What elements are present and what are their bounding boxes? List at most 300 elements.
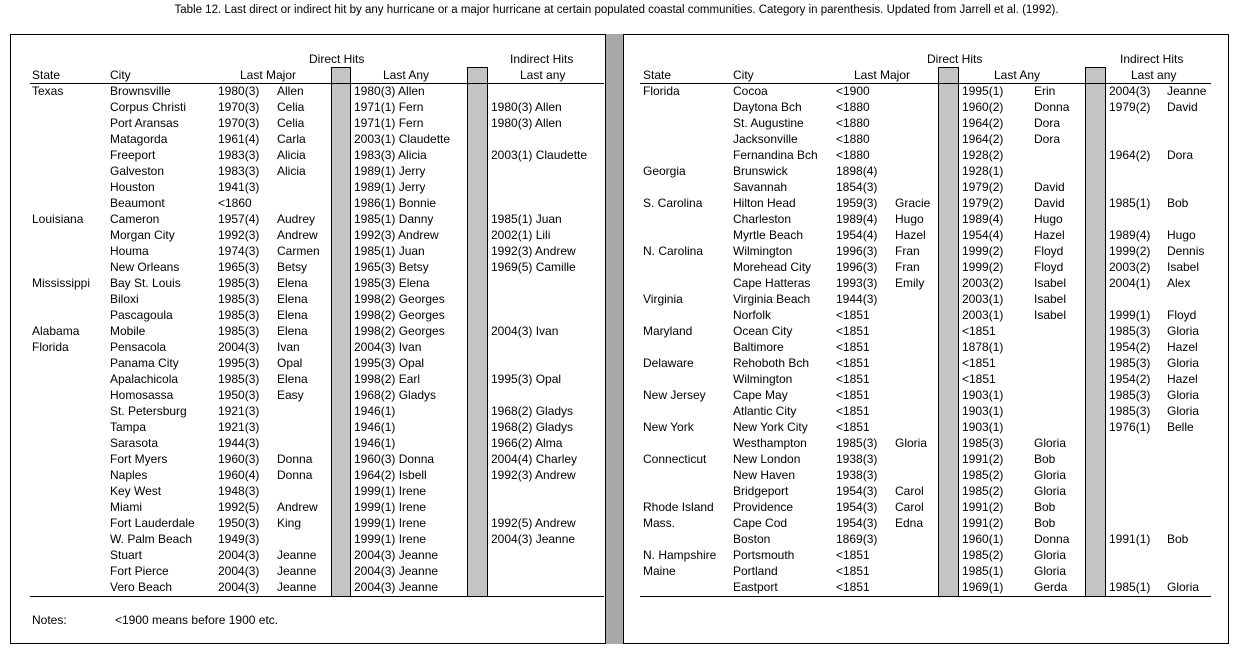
left-city-cell: Homosassa	[110, 388, 174, 402]
left-last-major-name-cell: Donna	[277, 452, 313, 466]
left-last-any-cell: 1989(1) Jerry	[354, 164, 426, 178]
left-city-header: City	[110, 68, 131, 82]
right-last-major-cell: <1851	[836, 308, 870, 322]
left-last-major-name-cell: Carla	[277, 132, 306, 146]
right-indirect-last-any-cell: 1989(4)	[1109, 228, 1151, 242]
right-city-cell: New York City	[733, 420, 808, 434]
right-indirect-name-cell: Alex	[1167, 276, 1191, 290]
left-last-major-cell: 1985(3)	[218, 324, 260, 338]
right-indirect-name-cell: Gloria	[1167, 580, 1200, 594]
right-state-cell: Florida	[643, 84, 680, 98]
right-state-cell: New York	[643, 420, 694, 434]
right-bottom-rule	[640, 596, 1211, 597]
center-divider	[605, 34, 624, 644]
right-last-any-header: Last Any	[994, 68, 1041, 82]
left-last-major-cell: 1961(4)	[218, 132, 260, 146]
left-last-any-cell: 1999(1) Irene	[354, 516, 427, 530]
right-last-major-cell: 1898(4)	[836, 164, 878, 178]
left-bottom-rule	[30, 596, 604, 597]
left-last-major-cell: 2004(3)	[218, 580, 260, 594]
right-direct-hits-header: Direct Hits	[927, 52, 983, 66]
left-last-major-cell: 1985(3)	[218, 308, 260, 322]
right-indirect-last-any-cell: 1985(3)	[1109, 404, 1151, 418]
right-state-cell: New Jersey	[643, 388, 706, 402]
left-last-major-name-cell: Alicia	[277, 164, 306, 178]
right-last-major-cell: <1851	[836, 564, 870, 578]
left-indirect-last-any-cell: 2003(1) Claudette	[491, 148, 588, 162]
right-last-any-name-cell: Hugo	[1034, 212, 1063, 226]
left-last-major-cell: 2004(3)	[218, 340, 260, 354]
right-last-major-cell: <1851	[836, 340, 870, 354]
right-indirect-name-cell: Bob	[1167, 532, 1189, 546]
left-last-major-cell: 1944(3)	[218, 436, 260, 450]
right-city-cell: Wilmington	[733, 372, 793, 386]
right-city-cell: Cape Cod	[733, 516, 788, 530]
right-last-any-cell: 2003(2)	[962, 276, 1004, 290]
left-last-major-cell: 2004(3)	[218, 548, 260, 562]
right-indirect-name-cell: Floyd	[1167, 308, 1197, 322]
right-indirect-name-cell: Belle	[1167, 420, 1194, 434]
left-city-cell: Brownsville	[110, 84, 171, 98]
notes-label: Notes:	[32, 613, 67, 627]
left-last-major-cell: 1983(3)	[218, 148, 260, 162]
left-last-any-cell: 1983(3) Alicia	[354, 148, 427, 162]
left-last-major-cell: 1985(3)	[218, 292, 260, 306]
left-last-major-name-cell: Jeanne	[277, 548, 317, 562]
right-indirect-name-cell: Gloria	[1167, 404, 1200, 418]
right-city-header: City	[733, 68, 754, 82]
right-indirect-last-any-cell: 1985(3)	[1109, 324, 1151, 338]
right-indirect-hits-header: Indirect Hits	[1120, 52, 1184, 66]
right-city-cell: Baltimore	[733, 340, 784, 354]
left-last-major-cell: 1965(3)	[218, 260, 260, 274]
left-last-any-cell: 1960(3) Donna	[354, 452, 435, 466]
right-last-any-cell: <1851	[962, 324, 996, 338]
right-state-header: State	[643, 68, 672, 82]
left-state-header: State	[32, 68, 61, 82]
right-indirect-name-cell: Hazel	[1167, 372, 1198, 386]
left-city-cell: Morgan City	[110, 228, 175, 242]
left-city-cell: Houma	[110, 244, 149, 258]
left-indirect-last-any-cell: 1992(3) Andrew	[491, 468, 576, 482]
right-last-any-name-cell: Gloria	[1034, 436, 1067, 450]
right-state-cell: Mass.	[643, 516, 676, 530]
left-last-any-cell: 1998(2) Georges	[354, 324, 445, 338]
right-state-cell: Maryland	[643, 324, 693, 338]
left-indirect-last-any-cell: 1980(3) Allen	[491, 100, 562, 114]
left-last-major-cell: 2004(3)	[218, 564, 260, 578]
left-indirect-hits-header: Indirect Hits	[510, 52, 574, 66]
left-city-cell: Beaumont	[110, 196, 165, 210]
right-last-major-name-cell: Carol	[895, 500, 924, 514]
right-last-major-name-cell: Carol	[895, 484, 924, 498]
right-last-any-cell: 2003(1)	[962, 308, 1004, 322]
right-city-cell: Charleston	[733, 212, 792, 226]
right-state-cell: Connecticut	[643, 452, 707, 466]
right-last-major-cell: 1993(3)	[836, 276, 878, 290]
left-last-major-name-cell: Opal	[277, 356, 303, 370]
right-last-major-cell: 1996(3)	[836, 244, 878, 258]
left-last-major-name-cell: Celia	[277, 100, 305, 114]
right-last-major-cell: <1851	[836, 356, 870, 370]
left-city-cell: New Orleans	[110, 260, 180, 274]
right-city-cell: Norfolk	[733, 308, 772, 322]
right-last-any-name-cell: Isabel	[1034, 276, 1067, 290]
right-last-major-cell: 1954(3)	[836, 484, 878, 498]
right-last-any-cell: 1985(2)	[962, 484, 1004, 498]
right-last-any-cell: 2003(1)	[962, 292, 1004, 306]
table-caption: Table 12. Last direct or indirect hit by any hurricane or a major hurricane at certain populated coastal communities. Category in parenthesis. Updated from Jarrell et al. (1992).	[174, 4, 1059, 16]
left-last-major-cell: 1970(3)	[218, 100, 260, 114]
right-last-any-name-cell: Floyd	[1034, 260, 1064, 274]
left-last-any-cell: 1971(1) Fern	[354, 116, 424, 130]
left-city-cell: Port Aransas	[110, 116, 179, 130]
right-last-major-cell: 1854(3)	[836, 180, 878, 194]
right-last-any-cell: 1928(1)	[962, 164, 1004, 178]
right-last-major-cell: <1851	[836, 580, 870, 594]
right-city-cell: Cape May	[733, 388, 788, 402]
right-last-any-cell: 1960(1)	[962, 532, 1004, 546]
separator-cap	[331, 67, 351, 68]
right-last-any-cell: 1954(4)	[962, 228, 1004, 242]
right-last-any-cell: <1851	[962, 372, 996, 386]
right-indirect-separator	[1085, 67, 1106, 596]
right-last-any-cell: <1851	[962, 356, 996, 370]
right-last-major-cell: <1880	[836, 116, 870, 130]
left-last-major-cell: 1921(3)	[218, 420, 260, 434]
right-indirect-last-any-cell: 1991(1)	[1109, 532, 1151, 546]
right-last-major-cell: 1944(3)	[836, 292, 878, 306]
right-city-cell: Myrtle Beach	[733, 228, 804, 242]
right-indirect-last-any-cell: 2003(2)	[1109, 260, 1151, 274]
left-last-major-cell: 1960(3)	[218, 452, 260, 466]
right-indirect-last-any-cell: 1954(2)	[1109, 340, 1151, 354]
right-indirect-last-any-cell: 1985(3)	[1109, 388, 1151, 402]
left-last-any-cell: 1980(3) Allen	[354, 84, 425, 98]
right-city-cell: Savannah	[733, 180, 788, 194]
right-last-any-name-cell: Gloria	[1034, 564, 1067, 578]
right-last-any-name-cell: Bob	[1034, 500, 1056, 514]
left-last-any-cell: 1989(1) Jerry	[354, 180, 426, 194]
left-last-major-cell: 1960(4)	[218, 468, 260, 482]
left-last-major-cell: 1957(4)	[218, 212, 260, 226]
right-major-separator	[938, 67, 959, 596]
right-last-major-cell: 1954(4)	[836, 228, 878, 242]
right-city-cell: St. Augustine	[733, 116, 804, 130]
left-city-cell: Stuart	[110, 548, 143, 562]
left-city-cell: Fort Myers	[110, 452, 168, 466]
right-city-cell: Cape Hatteras	[733, 276, 811, 290]
left-last-major-cell: 1949(3)	[218, 532, 260, 546]
left-last-any-cell: 1998(2) Earl	[354, 372, 421, 386]
right-last-any-cell: 1903(1)	[962, 420, 1004, 434]
right-last-major-cell: 1954(3)	[836, 516, 878, 530]
left-city-cell: Sarasota	[110, 436, 159, 450]
left-indirect-last-any-cell: 1968(2) Gladys	[491, 420, 574, 434]
right-indirect-name-cell: Dora	[1167, 148, 1194, 162]
right-last-any-name-cell: Floyd	[1034, 244, 1064, 258]
left-indirect-last-any-cell: 2004(4) Charley	[491, 452, 578, 466]
left-last-major-name-cell: Betsy	[277, 260, 308, 274]
right-last-any-name-cell: Donna	[1034, 532, 1070, 546]
left-last-any-cell: 1999(1) Irene	[354, 484, 427, 498]
right-city-cell: Virginia Beach	[733, 292, 811, 306]
right-last-major-cell: 1954(3)	[836, 500, 878, 514]
right-last-major-cell: <1851	[836, 404, 870, 418]
right-city-cell: Hilton Head	[733, 196, 796, 210]
right-last-major-cell: <1851	[836, 420, 870, 434]
right-last-major-cell: 1938(3)	[836, 468, 878, 482]
right-indirect-last-any-cell: 1999(2)	[1109, 244, 1151, 258]
right-last-any-name-cell: Dora	[1034, 132, 1061, 146]
right-state-cell: S. Carolina	[643, 196, 703, 210]
left-last-any-cell: 1946(1)	[354, 420, 396, 434]
right-city-cell: Fernandina Bch	[733, 148, 818, 162]
left-city-cell: Naples	[110, 468, 148, 482]
right-city-cell: Daytona Bch	[733, 100, 802, 114]
left-state-cell: Alabama	[32, 324, 80, 338]
right-last-any-name-cell: Dora	[1034, 116, 1061, 130]
right-indirect-name-cell: Isabel	[1167, 260, 1200, 274]
right-last-major-cell: <1851	[836, 548, 870, 562]
left-last-major-name-cell: Elena	[277, 324, 308, 338]
right-last-any-cell: 1964(2)	[962, 132, 1004, 146]
left-city-cell: Tampa	[110, 420, 147, 434]
right-last-major-name-cell: Gloria	[895, 436, 928, 450]
right-last-any-name-cell: Isabel	[1034, 292, 1067, 306]
right-indirect-last-any-cell: 2004(1)	[1109, 276, 1151, 290]
left-last-major-cell: 1974(3)	[218, 244, 260, 258]
right-city-cell: Rehoboth Bch	[733, 356, 810, 370]
right-last-major-cell: <1880	[836, 132, 870, 146]
left-last-major-cell: 1950(3)	[218, 388, 260, 402]
right-last-any-cell: 1989(4)	[962, 212, 1004, 226]
left-last-any-cell: 2004(3) Ivan	[354, 340, 422, 354]
right-last-major-name-cell: Edna	[895, 516, 924, 530]
right-last-any-name-cell: David	[1034, 196, 1065, 210]
right-state-cell: N. Hampshire	[643, 548, 717, 562]
left-last-major-cell: 1970(3)	[218, 116, 260, 130]
right-indirect-last-any-cell: 1954(2)	[1109, 372, 1151, 386]
left-state-cell: Texas	[32, 84, 64, 98]
right-indirect-last-any-cell: 1999(1)	[1109, 308, 1151, 322]
left-last-major-name-cell: Elena	[277, 292, 308, 306]
right-city-cell: Wilmington	[733, 244, 793, 258]
left-last-any-cell: 1946(1)	[354, 436, 396, 450]
right-last-any-cell: 1995(1)	[962, 84, 1004, 98]
left-last-major-cell: 1941(3)	[218, 180, 260, 194]
right-last-any-cell: 1969(1)	[962, 580, 1004, 594]
left-indirect-last-any-cell: 2002(1) Lili	[491, 228, 551, 242]
left-last-major-name-cell: Alicia	[277, 148, 306, 162]
left-last-any-cell: 2004(3) Jeanne	[354, 564, 439, 578]
right-last-any-cell: 1999(2)	[962, 244, 1004, 258]
left-last-major-cell: 1983(3)	[218, 164, 260, 178]
left-last-major-name-cell: Ivan	[277, 340, 300, 354]
left-last-major-name-cell: Carmen	[277, 244, 320, 258]
left-indirect-last-any-cell: 2004(3) Jeanne	[491, 532, 576, 546]
separator-cap	[467, 67, 488, 68]
right-indirect-name-cell: Jeanne	[1167, 84, 1207, 98]
right-last-any-name-cell: Bob	[1034, 516, 1056, 530]
right-indirect-name-cell: Gloria	[1167, 356, 1200, 370]
left-indirect-last-any-cell: 1968(2) Gladys	[491, 404, 574, 418]
right-last-major-cell: 1985(3)	[836, 436, 878, 450]
left-indirect-last-any-cell: 1969(5) Camille	[491, 260, 576, 274]
left-city-cell: Galveston	[110, 164, 165, 178]
right-indirect-name-cell: Hugo	[1167, 228, 1196, 242]
right-last-major-cell: 1996(3)	[836, 260, 878, 274]
left-indirect-last-any-cell: 1995(3) Opal	[491, 372, 562, 386]
right-indirect-last-any-cell: 1976(1)	[1109, 420, 1151, 434]
right-last-any-name-cell: Gerda	[1034, 580, 1068, 594]
left-last-any-cell: 1985(1) Juan	[354, 244, 425, 258]
left-indirect-last-any-cell: 1992(5) Andrew	[491, 516, 576, 530]
left-last-major-name-cell: Allen	[277, 84, 304, 98]
left-city-cell: Panama City	[110, 356, 179, 370]
right-last-major-cell: <1851	[836, 324, 870, 338]
right-last-major-name-cell: Hazel	[895, 228, 926, 242]
left-last-major-cell: 1992(3)	[218, 228, 260, 242]
right-city-cell: Boston	[733, 532, 771, 546]
right-last-any-name-cell: Gloria	[1034, 548, 1067, 562]
left-last-major-cell: <1860	[218, 196, 252, 210]
right-city-cell: New Haven	[733, 468, 796, 482]
right-city-cell: Jacksonville	[733, 132, 798, 146]
left-city-cell: Key West	[110, 484, 162, 498]
left-last-any-cell: 1998(2) Georges	[354, 308, 445, 322]
left-city-cell: Vero Beach	[110, 580, 173, 594]
left-last-any-cell: 1995(3) Opal	[354, 356, 425, 370]
left-last-any-cell: 1971(1) Fern	[354, 100, 424, 114]
right-last-any-cell: 1903(1)	[962, 404, 1004, 418]
left-last-major-name-cell: Elena	[277, 308, 308, 322]
right-indirect-last-any-cell: 1985(1)	[1109, 580, 1151, 594]
left-last-any-cell: 1946(1)	[354, 404, 396, 418]
right-indirect-name-cell: David	[1167, 100, 1198, 114]
right-last-major-cell: <1880	[836, 148, 870, 162]
left-last-major-name-cell: Easy	[277, 388, 304, 402]
left-last-major-name-cell: Audrey	[277, 212, 316, 226]
right-indirect-last-any-cell: 1964(2)	[1109, 148, 1151, 162]
left-last-any-cell: 1986(1) Bonnie	[354, 196, 437, 210]
right-last-major-cell: <1900	[836, 84, 870, 98]
left-indirect-last-any-cell: 1966(2) Alma	[491, 436, 563, 450]
left-last-any-header: Last Any	[383, 68, 430, 82]
right-indirect-last-any-cell: 1985(1)	[1109, 196, 1151, 210]
left-major-separator	[331, 67, 351, 596]
left-last-any-cell: 1964(2) Isbell	[354, 468, 427, 482]
left-last-major-cell: 1980(3)	[218, 84, 260, 98]
left-last-major-name-cell: Andrew	[277, 228, 318, 242]
right-last-any-name-cell: Hazel	[1034, 228, 1065, 242]
right-indirect-name-cell: Bob	[1167, 196, 1189, 210]
left-last-any-cell: 1999(1) Irene	[354, 500, 427, 514]
left-last-major-name-cell: Elena	[277, 276, 308, 290]
right-city-cell: New London	[733, 452, 801, 466]
left-last-major-name-cell: King	[277, 516, 302, 530]
left-indirect-separator	[467, 67, 488, 596]
right-indirect-last-any-header: Last any	[1131, 68, 1177, 82]
left-last-major-cell: 1950(3)	[218, 516, 260, 530]
right-last-major-name-cell: Gracie	[895, 196, 931, 210]
left-city-cell: W. Palm Beach	[110, 532, 193, 546]
left-state-cell: Louisiana	[32, 212, 84, 226]
left-last-major-cell: 1985(3)	[218, 276, 260, 290]
left-state-cell: Mississippi	[32, 276, 91, 290]
right-last-any-name-cell: Erin	[1034, 84, 1056, 98]
right-indirect-name-cell: Hazel	[1167, 340, 1198, 354]
right-last-any-cell: 1964(2)	[962, 116, 1004, 130]
right-city-cell: Eastport	[733, 580, 778, 594]
right-city-cell: Brunswick	[733, 164, 788, 178]
right-indirect-name-cell: Dennis	[1167, 244, 1205, 258]
left-last-any-cell: 1985(3) Elena	[354, 276, 430, 290]
left-city-cell: Bay St. Louis	[110, 276, 181, 290]
left-direct-hits-header: Direct Hits	[309, 52, 365, 66]
separator-cap	[938, 67, 959, 68]
left-last-major-cell: 1992(5)	[218, 500, 260, 514]
right-city-cell: Portland	[733, 564, 778, 578]
right-last-major-header: Last Major	[854, 68, 911, 82]
right-last-major-name-cell: Fran	[895, 244, 920, 258]
right-last-any-cell: 1999(2)	[962, 260, 1004, 274]
left-last-any-cell: 1968(2) Gladys	[354, 388, 437, 402]
right-last-major-cell: <1880	[836, 100, 870, 114]
right-last-major-cell: <1851	[836, 388, 870, 402]
right-last-any-cell: 1985(1)	[962, 564, 1004, 578]
right-city-cell: Cocoa	[733, 84, 768, 98]
left-indirect-last-any-cell: 1985(1) Juan	[491, 212, 562, 226]
right-last-major-name-cell: Hugo	[895, 212, 924, 226]
left-last-any-cell: 1998(2) Georges	[354, 292, 445, 306]
right-state-cell: N. Carolina	[643, 244, 704, 258]
right-last-major-name-cell: Emily	[895, 276, 925, 290]
right-city-cell: Atlantic City	[733, 404, 797, 418]
left-indirect-last-any-header: Last any	[520, 68, 566, 82]
right-state-cell: Delaware	[643, 356, 694, 370]
right-last-any-cell: 1985(3)	[962, 436, 1004, 450]
left-last-major-cell: 1995(3)	[218, 356, 260, 370]
left-last-major-cell: 1921(3)	[218, 404, 260, 418]
right-last-any-name-cell: Donna	[1034, 100, 1070, 114]
left-last-major-header: Last Major	[240, 68, 297, 82]
left-city-cell: Matagorda	[110, 132, 168, 146]
left-last-any-cell: 2004(3) Jeanne	[354, 580, 439, 594]
right-last-any-name-cell: Gloria	[1034, 484, 1067, 498]
left-city-cell: Pensacola	[110, 340, 167, 354]
left-city-cell: Fort Lauderdale	[110, 516, 195, 530]
right-state-cell: Georgia	[643, 164, 686, 178]
right-indirect-last-any-cell: 1985(3)	[1109, 356, 1151, 370]
left-last-major-name-cell: Andrew	[277, 500, 318, 514]
left-last-major-cell: 1948(3)	[218, 484, 260, 498]
left-last-any-cell: 2004(3) Jeanne	[354, 548, 439, 562]
left-city-cell: Corpus Christi	[110, 100, 187, 114]
left-state-cell: Florida	[32, 340, 69, 354]
left-city-cell: St. Petersburg	[110, 404, 187, 418]
left-last-any-cell: 1985(1) Danny	[354, 212, 434, 226]
left-last-any-cell: 1992(3) Andrew	[354, 228, 439, 242]
left-last-any-cell: 2003(1) Claudette	[354, 132, 451, 146]
right-state-cell: Virginia	[643, 292, 683, 306]
right-last-any-cell: 1928(2)	[962, 148, 1004, 162]
right-last-any-cell: 1985(2)	[962, 468, 1004, 482]
left-city-cell: Cameron	[110, 212, 160, 226]
right-last-any-cell: 1878(1)	[962, 340, 1004, 354]
right-last-any-cell: 1991(2)	[962, 500, 1004, 514]
right-last-major-cell: 1938(3)	[836, 452, 878, 466]
